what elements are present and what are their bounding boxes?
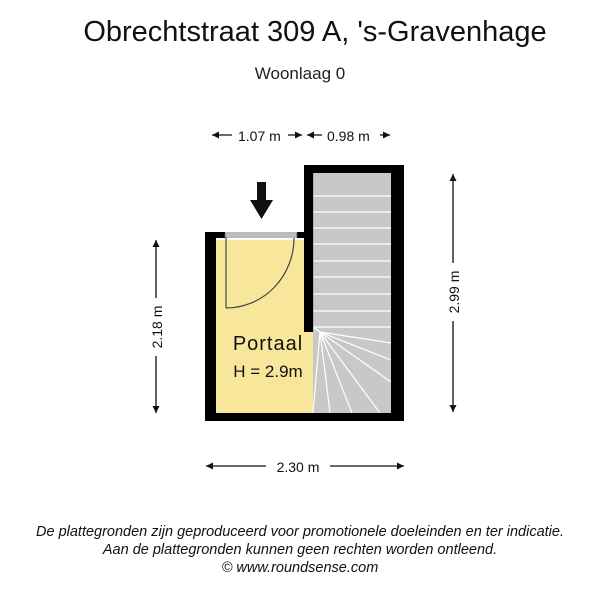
floor-label: Woonlaag 0 [254, 64, 346, 83]
dimension-bottom [206, 459, 404, 475]
portaal-room [216, 240, 313, 413]
entrance-arrow-icon [250, 182, 273, 219]
disclaimer [0, 523, 600, 577]
dimension-right [443, 174, 463, 412]
dim-bottom-label: 2.30 m [276, 459, 320, 475]
dim-right-label: 2.99 m [446, 270, 462, 314]
dim-top-left-label: 1.07 m [238, 128, 281, 144]
disclaimer-copyright: © www.roundsense.com [221, 560, 379, 576]
disclaimer-line-1: De plattegronden zijn geproduceerd voor promotionele doeleinden en ter indicatie. [36, 524, 564, 540]
disclaimer-line-2: Aan de plattegronden kunnen geen rechten worden ontleend. [102, 542, 498, 558]
dimension-top [212, 128, 390, 144]
dim-left-label: 2.18 m [149, 305, 165, 349]
page-title: Obrechtstraat 309 A, 's-Gravenhage [83, 16, 547, 48]
dim-top-right-label: 0.98 m [327, 128, 370, 144]
room-name: Portaal [232, 333, 304, 355]
dimension-left [146, 240, 166, 413]
room-height: H = 2.9m [233, 362, 303, 381]
staircase [313, 173, 391, 413]
